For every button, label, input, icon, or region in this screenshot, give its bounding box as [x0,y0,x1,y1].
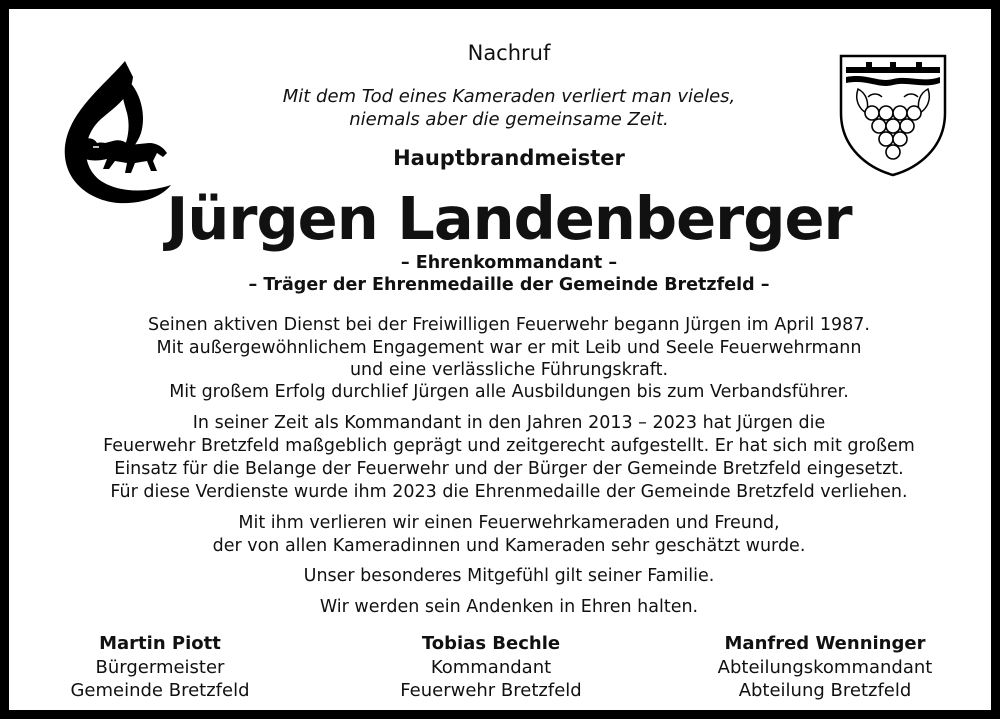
body-line: Seinen aktiven Dienst bei der Freiwilligen Feuerwehr begann Jürgen im April 1987. [148,315,870,335]
body-line: Feuerwehr Bretzfeld maßgeblich geprägt und zeitgerecht aufgestellt. Er hat sich mit großem [103,436,915,456]
signatory-name: Martin Piott [99,633,221,654]
signatory-name: Manfred Wenninger [724,633,926,654]
signatory-org: Gemeinde Bretzfeld [70,680,250,701]
body-line: der von allen Kameradinnen und Kameraden sehr geschätzt wurde. [212,536,806,556]
obituary-heading: Nachruf [467,41,551,65]
honor-line: – Träger der Ehrenmedaille der Gemeinde Bretzfeld – [248,275,770,295]
quote-line: Mit dem Tod eines Kameraden verliert man vieles, [282,86,736,107]
body-line: Mit großem Erfolg durchlief Jürgen alle Ausbildungen bis zum Verbandsführer. [169,382,849,402]
body-line: und eine verlässliche Führungskraft. [349,360,669,380]
signatory-org: Abteilung Bretzfeld [738,680,912,701]
signatory [331,632,651,703]
body-line: Mit außergewöhnlichem Engagement war er mit Leib und Seele Feuerwehrmann [156,338,862,358]
body-line: Für diese Verdienste wurde ihm 2023 die Ehrenmedaille der Gemeinde Bretzfeld verliehen. [110,482,908,502]
body-line: Unser besonderes Mitgefühl gilt seiner Familie. [303,566,715,586]
body-line: Mit ihm verlieren wir einen Feuerwehrkameraden und Freund, [238,513,780,533]
rank-title: Hauptbrandmeister [393,146,625,170]
signatory-role: Bürgermeister [95,656,225,678]
body-line: In seiner Zeit als Kommandant in den Jahren 2013 – 2023 hat Jürgen die [192,413,826,433]
signatory-org: Feuerwehr Bretzfeld [400,680,582,701]
body-line: Wir werden sein Andenken in Ehren halten. [319,597,699,617]
signatory [665,632,985,703]
honor-line: – Ehrenkommandant – [400,253,618,273]
signatory-role: Kommandant [430,656,552,678]
signatory-role: Abteilungskommandant [717,656,933,678]
quote-line: niemals aber die gemeinsame Zeit. [349,109,669,130]
body-line: Einsatz für die Belange der Feuerwehr und der Bürger der Gemeinde Bretzfeld eingesetzt. [114,459,904,479]
signatory [0,632,320,703]
deceased-name: Jürgen Landenberger [166,184,852,253]
signatory-name: Tobias Bechle [421,633,561,654]
